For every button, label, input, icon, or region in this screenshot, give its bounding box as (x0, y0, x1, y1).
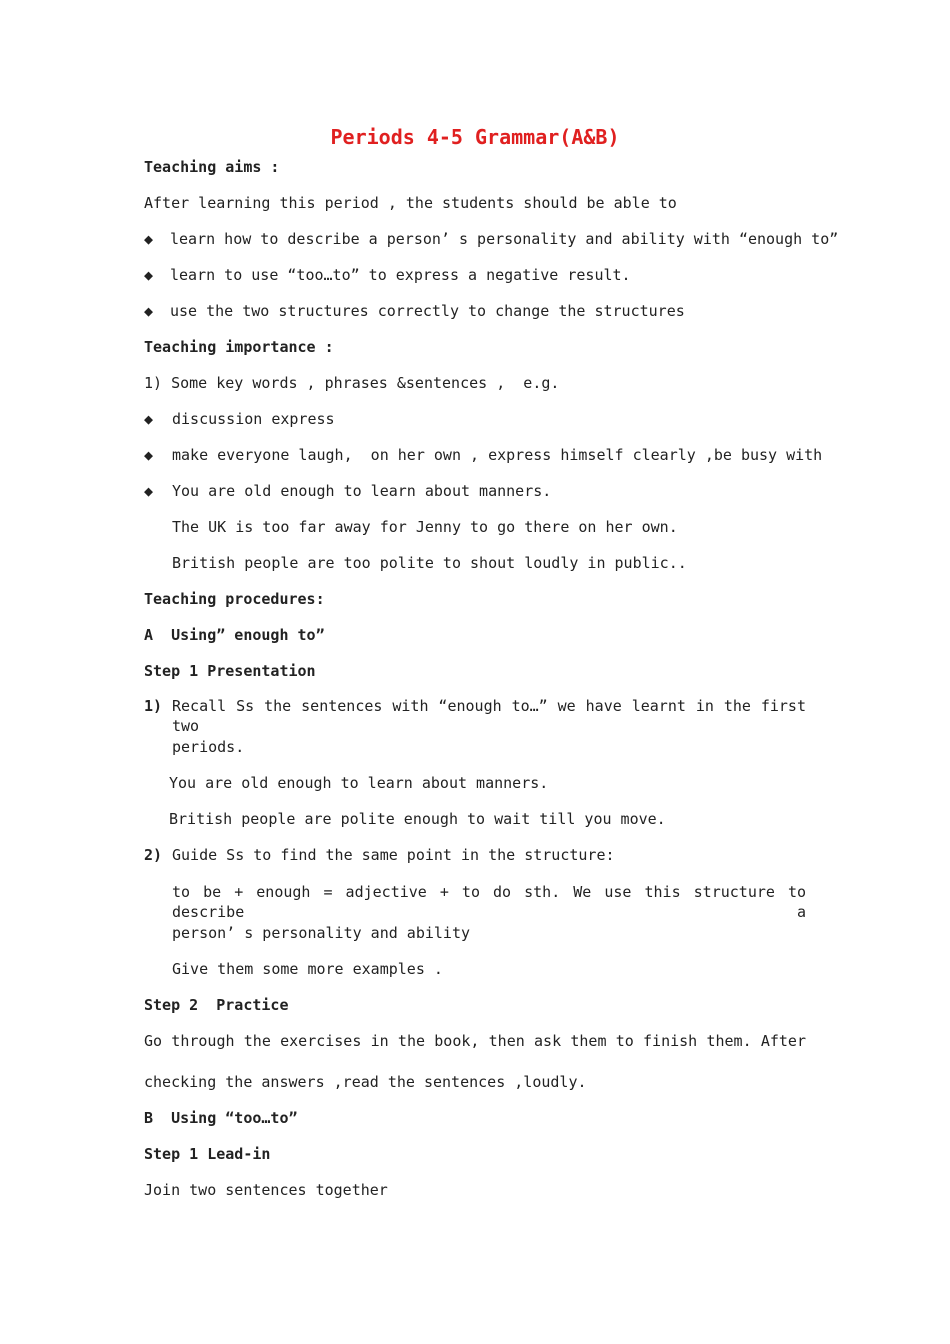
step1-leadin-heading: Step 1 Lead-in (144, 1145, 271, 1163)
importance-item: discussion express (172, 410, 335, 428)
a-item2-structure: to be + enough = adjective + to do sth. We use this structure to describe a (172, 883, 806, 921)
bullet-icon: ◆ (144, 302, 154, 320)
a-item1-text: Recall Ss the sentences with “enough to…” we have learnt in the first two (172, 697, 806, 735)
aims-item: learn how to describe a person’ s personality and ability with “enough to” (170, 230, 839, 248)
bullet-icon: ◆ (144, 410, 154, 428)
leadin-text: Join two sentences together (144, 1181, 388, 1199)
bullet-icon: ◆ (144, 482, 154, 500)
a-item2-cont: person’ s personality and ability (172, 924, 471, 942)
list-number: 1) (144, 697, 163, 715)
practice-cont: checking the answers ,read the sentences ,loudly. (144, 1073, 587, 1091)
importance-item: make everyone laugh, on her own , express himself clearly ,be busy with (172, 446, 823, 464)
importance-item: You are old enough to learn about manners. (172, 482, 552, 500)
practice-text: Go through the exercises in the book, then ask them to finish them. After (144, 1032, 806, 1050)
section-b-heading: B Using “too…to” (144, 1109, 298, 1127)
importance-heading: Teaching importance : (144, 338, 334, 356)
a-item1-cont: periods. (172, 738, 245, 756)
aims-item: use the two structures correctly to change the structures (170, 302, 685, 320)
a-item2-text: Guide Ss to find the same point in the structure: (172, 846, 615, 864)
aims-item: learn to use “too…to” to express a negative result. (170, 266, 631, 284)
procedures-heading: Teaching procedures: (144, 590, 325, 608)
aims-intro: After learning this period , the students should be able to (144, 194, 677, 212)
importance-example: British people are too polite to shout loudly in public.. (172, 554, 687, 572)
bullet-icon: ◆ (144, 446, 154, 464)
step2-practice-heading: Step 2 Practice (144, 996, 289, 1014)
page-title: Periods 4-5 Grammar(A&B) (330, 125, 620, 149)
importance-example: The UK is too far away for Jenny to go there on her own. (172, 518, 678, 536)
list-number: 2) (144, 846, 163, 864)
section-a-heading: A Using” enough to” (144, 626, 325, 644)
step1-presentation-heading: Step 1 Presentation (144, 662, 316, 680)
importance-intro: 1) Some key words , phrases &sentences , e.g. (144, 374, 560, 392)
aims-heading: Teaching aims : (144, 158, 280, 176)
bullet-icon: ◆ (144, 230, 154, 248)
a-example: British people are polite enough to wait till you move. (169, 810, 666, 828)
bullet-icon: ◆ (144, 266, 154, 284)
a-example: You are old enough to learn about manners. (169, 774, 549, 792)
a-item2-more: Give them some more examples . (172, 960, 443, 978)
